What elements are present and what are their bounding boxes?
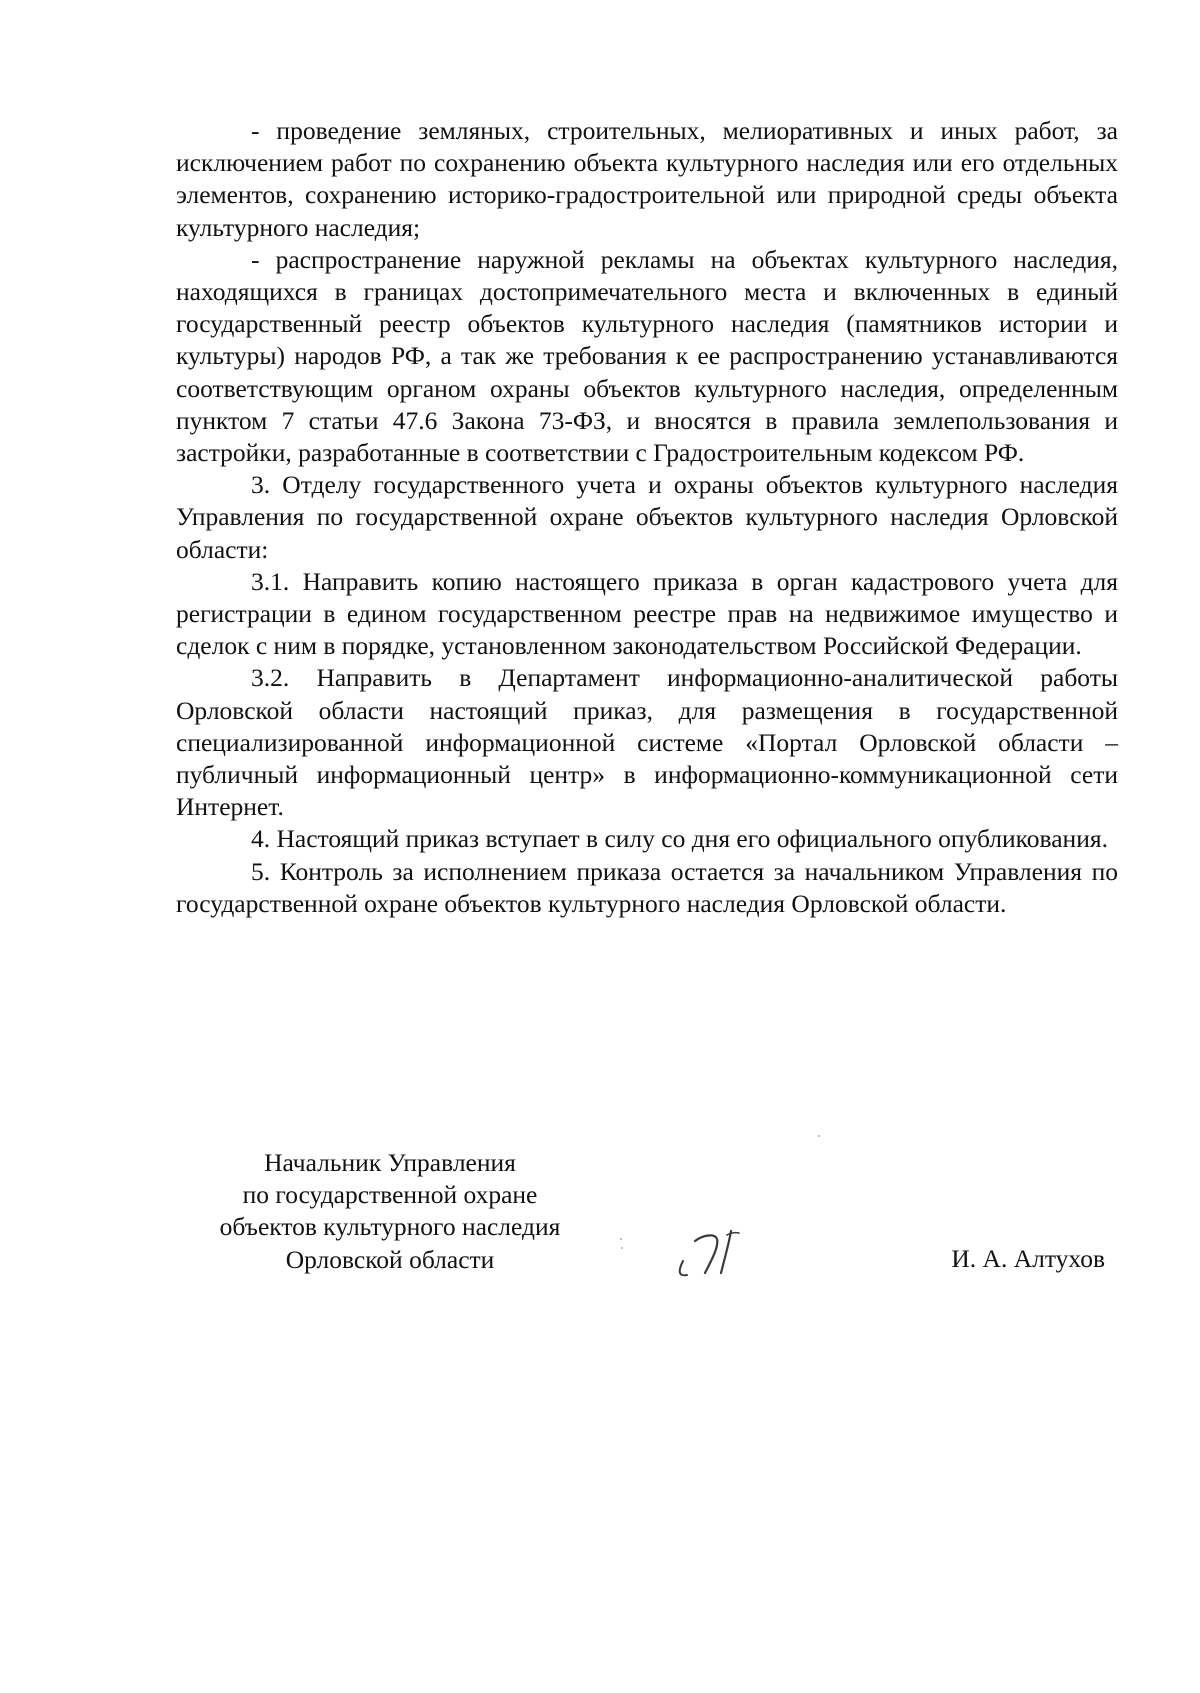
paragraph-item-3-1: 3.1. Направить копию настоящего приказа в орган кадастрового учета для регистрации в едином государственном реестре прав на недвижимое имущество и сделок с ним в порядке, установленном законодательством Российской Федерации.: [176, 566, 1118, 661]
handwritten-signature: [665, 1217, 765, 1287]
scan-speck: [620, 1238, 622, 1240]
signer-position-line: по государственной охране: [242, 1180, 538, 1210]
signature-block: [0, 1147, 1200, 1297]
signer-position: [160, 1147, 620, 1276]
paragraph-item-3: 3. Отделу государственного учета и охраны объектов культурного наследия Управления по государственной охране объектов культурного наследия Орловской области:: [176, 470, 1118, 564]
paragraph-item-3-2: 3.2. Направить в Департамент информационно-аналитической работы Орловской области настоящий приказ, для размещения в государственной специализированной информационной системе «Портал Орловской области – публичный информационный центр» в информационно-коммуникационной сети Интернет.: [176, 663, 1118, 822]
signer-position-line: Орловской области: [285, 1244, 495, 1274]
paragraph-advertising-restriction: - распространение наружной рекламы на объектах культурного наследия, находящихся в границах достопримечательного места и включенных в единый государственный реестр объектов культурного наследия (памятников истории и культуры) народов РФ, а так же требования к ее распространению устанавливаются соответствующим органом охраны объектов культурного наследия, определенным пунктом 7 статьи 47.6 Закона 73-ФЗ, и вносятся в правила землепользования и застройки, разработанные в соответствии с Градостроительным кодексом РФ.: [176, 244, 1118, 468]
scan-speck: [621, 1247, 623, 1249]
scan-speck: [818, 1135, 820, 1137]
paragraph-item-5: 5. Контроль за исполнением приказа остается за начальником Управления по государственной охране объектов культурного наследия Орловской области.: [176, 856, 1118, 918]
paragraph-earthworks-restriction: - проведение земляных, строительных, мелиоративных и иных работ, за исключением работ по сохранению объекта культурного наследия или его отдельных элементов, сохранению историко-градостроительной или природной среды объекта культурного наследия;: [176, 116, 1118, 242]
paragraph-item-4: 4. Настоящий приказ вступает в силу со дня его официального опубликования.: [251, 824, 1108, 854]
document-body: [176, 115, 1118, 920]
signer-position-line: Начальник Управления: [264, 1148, 516, 1177]
signer-name: И. А. Алтухов: [951, 1244, 1105, 1273]
signer-position-line: объектов культурного наследия: [219, 1212, 561, 1242]
